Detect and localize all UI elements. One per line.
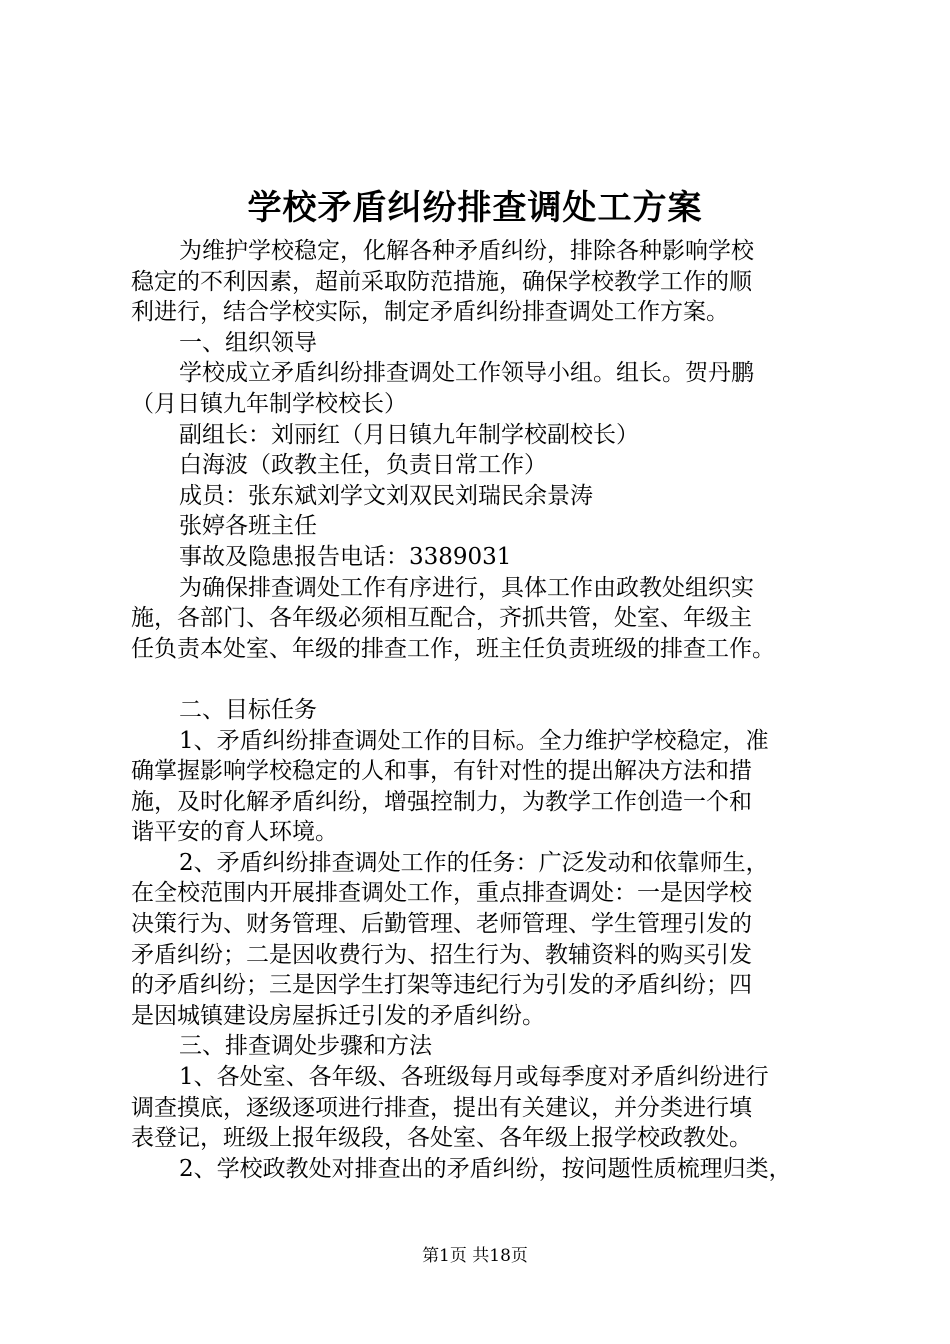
text-line: 事故及隐患报告电话：3389031 [179, 543, 512, 570]
text-line: 在全校范围内开展排查调处工作，重点排查调处：一是因学校 [131, 880, 752, 907]
text-line: 利进行，结合学校实际，制定矛盾纠纷排查调处工作方案。 [131, 299, 729, 326]
text-line: 调查摸底，逐级逐项进行排查，提出有关建议，并分类进行填 [131, 1094, 752, 1121]
text-line: 为维护学校稳定，化解各种矛盾纠纷，排除各种影响学校 [179, 238, 754, 264]
text-line: 学校成立矛盾纠纷排查调处工作领导小组。组长。贺丹鹏 [179, 360, 754, 387]
text-line: 张婷各班主任 [179, 513, 317, 540]
text-line: 表登记，班级上报年级段，各处室、各年级上报学校政教处。 [131, 1125, 752, 1152]
text-line: 2、矛盾纠纷排查调处工作的任务：广泛发动和依靠师生， [179, 849, 769, 876]
text-line: 三、排查调处步骤和方法 [179, 1033, 432, 1060]
text-line: 的矛盾纠纷；三是因学生打架等违纪行为引发的矛盾纠纷；四 [131, 972, 752, 999]
blank-line [131, 664, 847, 695]
text-line: 成员：张东斌刘学文刘双民刘瑞民余景涛 [179, 482, 593, 509]
text-line: 一、组织领导 [179, 329, 317, 356]
text-line: 1、各处室、各年级、各班级每月或每季度对矛盾纠纷进行 [179, 1064, 769, 1091]
text-line: 决策行为、财务管理、后勤管理、老师管理、学生管理引发的 [131, 911, 752, 938]
text-line: 是因城镇建设房屋拆迁引发的矛盾纠纷。 [131, 1002, 545, 1029]
text-line: （月日镇九年制学校校长） [131, 390, 407, 417]
document-body [131, 236, 847, 1184]
text-line: 施，及时化解矛盾纠纷，增强控制力，为教学工作创造一个和 [131, 788, 752, 815]
text-line: 谐平安的育人环境。 [131, 819, 338, 846]
text-line: 白海波（政教主任，负责日常工作） [179, 452, 547, 479]
document-title: 学校矛盾纠纷排查调处工方案 [247, 188, 703, 228]
text-line: 副组长：刘丽红（月日镇九年制学校副校长） [179, 421, 639, 448]
text-line: 任负责本处室、年级的排查工作，班主任负责班级的排查工作。 [131, 635, 775, 662]
text-line: 2、学校政教处对排查出的矛盾纠纷，按问题性质梳理归类， [179, 1155, 792, 1182]
text-line: 施，各部门、各年级必须相互配合，齐抓共管，处室、年级主 [131, 605, 752, 632]
text-line: 稳定的不利因素，超前采取防范措施，确保学校教学工作的顺 [131, 268, 752, 295]
text-line: 为确保排查调处工作有序进行，具体工作由政教处组织实 [179, 574, 754, 601]
text-line: 1、矛盾纠纷排查调处工作的目标。全力维护学校稳定，准 [179, 727, 769, 754]
text-line: 确掌握影响学校稳定的人和事，有针对性的提出解决方法和措 [131, 758, 752, 785]
text-line: 二、目标任务 [179, 696, 317, 723]
text-line: 矛盾纠纷；二是因收费行为、招生行为、教辅资料的购买引发 [131, 941, 752, 968]
page-footer: 第1页 共18页 [422, 1246, 528, 1266]
